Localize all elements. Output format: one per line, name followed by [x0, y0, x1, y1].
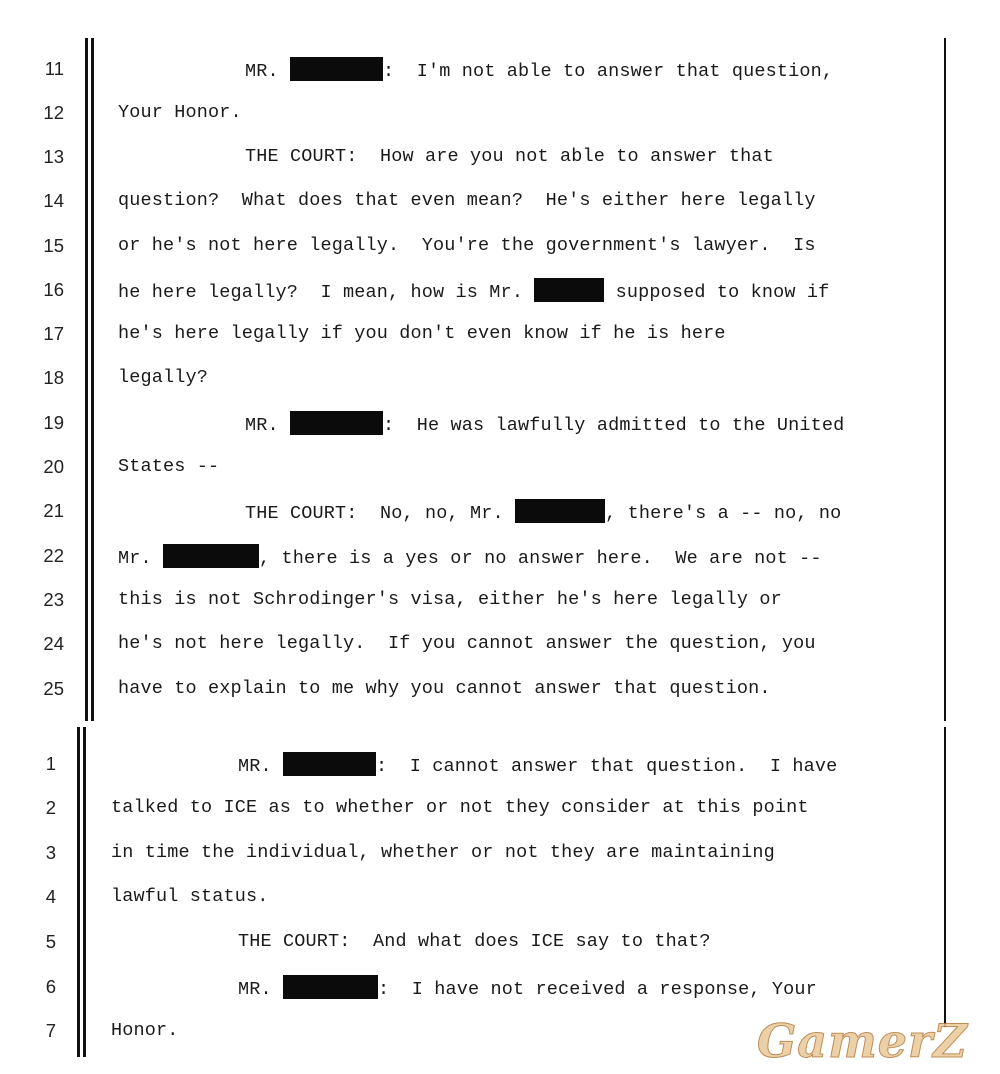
transcript-text: , there's a -- no, no — [605, 503, 842, 524]
transcript-line: States -- — [118, 456, 220, 477]
line-number: 21 — [43, 500, 64, 521]
transcript-line: this is not Schrodinger's visa, either he's here legally or — [118, 589, 782, 610]
transcript-line: Your Honor. — [118, 102, 242, 123]
transcript-line: question? What does that even mean? He's either here legally — [118, 190, 816, 211]
transcript-line: have to explain to me why you cannot answer that question. — [118, 678, 771, 699]
transcript-line: in time the individual, whether or not they are maintaining — [111, 842, 775, 863]
transcript-line — [238, 975, 817, 1002]
speaker-label: MR. — [238, 979, 272, 1000]
transcript-line: Honor. — [111, 1020, 179, 1041]
transcript-line: talked to ICE as to whether or not they consider at this point — [111, 797, 809, 818]
right-margin-rule — [944, 38, 946, 721]
line-number: 23 — [43, 589, 64, 610]
line-number: 22 — [43, 545, 64, 566]
watermark-logo: GamerZ — [757, 1014, 968, 1068]
transcript-line: legally? — [118, 367, 209, 388]
line-number: 1 — [45, 753, 56, 774]
transcript-line: or he's not here legally. You're the government's lawyer. Is — [118, 235, 816, 256]
transcript-line — [245, 499, 841, 526]
redaction-bar — [290, 57, 383, 81]
line-number: 17 — [43, 323, 64, 344]
line-number: 12 — [43, 102, 64, 123]
line-number: 18 — [43, 367, 64, 388]
transcript-text: Mr. — [118, 548, 152, 569]
line-number: 4 — [45, 886, 56, 907]
transcript-line — [118, 544, 822, 571]
redaction-bar — [290, 411, 383, 435]
left-margin-rule — [83, 727, 86, 1057]
line-number: 13 — [43, 146, 64, 167]
line-number: 19 — [43, 412, 64, 433]
redaction-bar — [283, 975, 378, 999]
line-number: 5 — [45, 931, 56, 952]
transcript-line: THE COURT: And what does ICE say to that? — [238, 931, 711, 952]
redaction-bar — [283, 752, 376, 776]
line-number: 24 — [43, 633, 64, 654]
transcript-line — [118, 278, 829, 305]
transcript-text: supposed to know if — [604, 282, 830, 303]
speaker-label: MR. — [238, 756, 272, 777]
transcript-line: lawful status. — [111, 886, 269, 907]
transcript-line: THE COURT: How are you not able to answer that — [245, 146, 774, 167]
transcript-text: : I'm not able to answer that question, — [383, 61, 834, 82]
line-number: 11 — [44, 58, 64, 79]
line-number: 25 — [43, 678, 64, 699]
line-number: 2 — [45, 797, 56, 818]
line-number: 7 — [45, 1020, 56, 1041]
transcript-line — [245, 57, 833, 84]
transcript-text: : I have not received a response, Your — [378, 979, 817, 1000]
redaction-bar — [515, 499, 605, 523]
transcript-text: THE COURT: No, no, Mr. — [245, 503, 504, 524]
line-number: 15 — [43, 235, 64, 256]
transcript-line: he's not here legally. If you cannot answer the question, you — [118, 633, 816, 654]
line-number: 6 — [45, 976, 56, 997]
speaker-label: MR. — [245, 415, 279, 436]
transcript-line — [238, 752, 837, 779]
right-margin-rule — [944, 727, 946, 1027]
left-margin-rule — [91, 38, 94, 721]
line-number: 14 — [43, 190, 64, 211]
left-margin-rule — [77, 727, 80, 1057]
speaker-label: MR. — [245, 61, 279, 82]
transcript-line: he's here legally if you don't even know if he is here — [118, 323, 726, 344]
transcript-text: : He was lawfully admitted to the United — [383, 415, 845, 436]
left-margin-rule — [85, 38, 88, 721]
transcript-text: , there is a yes or no answer here. We are not -- — [259, 548, 822, 569]
line-number: 20 — [43, 456, 64, 477]
line-number: 3 — [45, 842, 56, 863]
transcript-text: he here legally? I mean, how is Mr. — [118, 282, 524, 303]
transcript-text: : I cannot answer that question. I have — [376, 756, 838, 777]
redaction-bar — [534, 278, 604, 302]
transcript-line — [245, 411, 844, 438]
redaction-bar — [163, 544, 259, 568]
line-number: 16 — [43, 279, 64, 300]
